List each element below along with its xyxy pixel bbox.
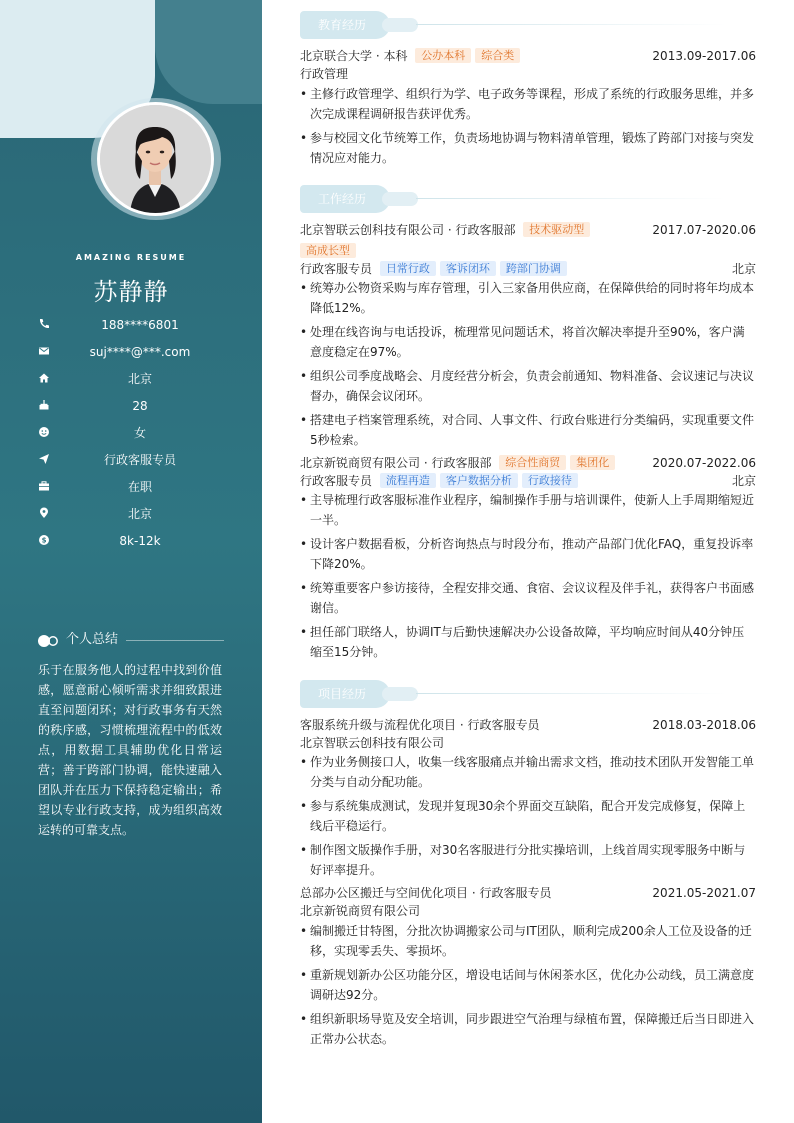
project-bullet: • 参与系统集成测试，发现并复现30余个界面交互缺陷，配合开发完成修复，保障上线后平稳运行。: [300, 799, 746, 833]
info-salary: 8k-12k: [119, 534, 161, 548]
info-row-email: [38, 343, 228, 361]
section-projects-header: [300, 680, 740, 708]
job-bullet: • 处理在线咨询与电话投诉，梳理常见问题话术，将首次解决率提升至90%，客户满意度稳定在97%。: [300, 325, 745, 359]
project-row: [300, 884, 756, 902]
summary-dots-icon: [38, 634, 60, 648]
summary-heading: [38, 630, 224, 650]
info-gender: 女: [133, 426, 146, 440]
info-status: 在职: [127, 480, 152, 494]
section-pill-tail: [382, 18, 418, 32]
sidebar-decoration-mid: [155, 0, 262, 104]
job-role-row: [300, 260, 756, 278]
role-tag: 流程再造: [380, 473, 436, 488]
job-role: 行政客服专员: [300, 262, 373, 276]
info-row-age: [38, 397, 228, 415]
info-phone: 188****6801: [101, 318, 179, 332]
sidebar: [0, 0, 262, 1123]
gender-icon: [38, 426, 50, 438]
project-bullet: • 重新规划新办公区功能分区，增设电话间与休闲茶水区，优化办公动线，员工满意度调研达92分。: [300, 968, 755, 1002]
location-pin-icon: [38, 507, 50, 519]
info-row-location: [38, 505, 228, 523]
briefcase-icon: [38, 480, 50, 492]
project-bullet: • 组织新职场导览及安全培训，同步跟进空气治理与绿植布置，保障搬迁后当日即进入正常办公状态。: [300, 1012, 755, 1046]
job-bullet: • 统筹办公物资采购与库存管理，引入三家备用供应商，在保障供给的同时将年均成本降低12%。: [300, 281, 755, 315]
summary-text: 乐于在服务他人的过程中找到价值感，愿意耐心倾听需求并细致跟进直至问题闭环；对行政事务有天然的秩序感，习惯梳理流程中的低效点，用数据工具辅助优化日常运营；善于跨部门协调，能快速融入团队并在压力下保持稳定输出；希望以专业行政支持，成为组织高效运转的可靠支点。: [38, 663, 222, 837]
project-bullet: • 作为业务侧接口人，收集一线客服痛点并输出需求文档，推动技术团队开发智能工单分类与自动分配功能。: [300, 755, 755, 789]
section-pill-tail: [382, 687, 418, 701]
section-work-header: [300, 185, 740, 213]
info-row-phone: [38, 316, 228, 334]
company-tag: 综合性商贸: [499, 455, 566, 470]
job-company: 北京智联云创科技有限公司 · 行政客服部: [300, 223, 516, 237]
job-role: 行政客服专员: [300, 474, 373, 488]
summary-title: 个人总结: [66, 632, 119, 647]
section-divider: [416, 198, 726, 199]
phone-icon: [38, 318, 50, 330]
job-company-row: [300, 454, 756, 472]
info-home: 北京: [127, 372, 152, 386]
education-major: 行政管理: [300, 67, 349, 81]
project-row: [300, 716, 756, 734]
home-icon: [38, 372, 50, 384]
job-bullet: • 组织公司季度战略会、月度经营分析会，负责会前通知、物料准备、会议速记与决议督办，确保会议闭环。: [300, 369, 755, 403]
job-company: 北京新锐商贸有限公司 · 行政客服部: [300, 456, 492, 470]
job-city: 北京: [731, 474, 756, 488]
info-location: 北京: [127, 507, 152, 521]
company-tag: 技术驱动型: [523, 222, 590, 237]
resume-banner: AMAZING RESUME: [75, 253, 187, 262]
candidate-name: 苏静静: [93, 278, 169, 306]
education-bullet: • 参与校园文化节统筹工作，负责场地协调与物料清单管理，锻炼了跨部门对接与突发情况应对能力。: [300, 131, 755, 165]
project-bullet: • 制作图文版操作手册，对30名客服进行分批实操培训，上线首周实现零服务中断与好评率提升。: [300, 843, 746, 877]
job-company-tag-row: [300, 242, 756, 260]
education-row: [300, 47, 756, 65]
company-tag: 集团化: [570, 455, 615, 470]
info-age: 28: [132, 399, 148, 413]
section-work-title: 工作经历: [318, 192, 367, 206]
role-tag: 行政接待: [522, 473, 578, 488]
project-bullet: • 编制搬迁甘特图，分批次协调搬家公司与IT团队，顺利完成200余人工位及设备的迁移，实现零丢失、零损坏。: [300, 924, 752, 958]
job-period: 2020.07-2022.06: [652, 456, 756, 470]
send-icon: [38, 453, 50, 465]
section-projects-title: 项目经历: [318, 687, 367, 701]
job-bullet: • 统筹重要客户参访接待，全程安排交通、食宿、会议议程及伴手礼，获得客户书面感谢信。: [300, 581, 755, 615]
portrait-icon: [100, 105, 211, 213]
project-org: 北京智联云创科技有限公司: [300, 736, 445, 750]
job-bullet: • 搭建电子档案管理系统，对合同、人事文件、行政台账进行分类编码，实现重要文件5秒检索。: [300, 413, 755, 447]
role-tag: 客户数据分析: [440, 473, 518, 488]
job-bullet: • 主导梳理行政客服标准作业程序，编制操作手册与培训课件，使新人上手周期缩短近一半。: [300, 493, 755, 527]
company-tag: 高成长型: [300, 243, 356, 258]
section-divider: [416, 24, 726, 25]
section-pill-tail: [382, 192, 418, 206]
role-tag: 日常行政: [380, 261, 436, 276]
summary-divider: [126, 640, 224, 641]
section-education-header: [300, 11, 740, 39]
project-name: 客服系统升级与流程优化项目 · 行政客服专员: [300, 718, 540, 732]
job-period: 2017.07-2020.06: [652, 223, 756, 237]
info-row-position: [38, 451, 228, 469]
job-role-row: [300, 472, 756, 490]
education-period: 2013.09-2017.06: [652, 49, 756, 63]
education-tag: 公办本科: [415, 48, 471, 63]
info-row-home: [38, 370, 228, 388]
job-bullet: • 担任部门联络人，协调IT与后勤快速解决办公设备故障，平均响应时间从40分钟压缩至15分钟。: [300, 625, 745, 659]
info-email: suj****@***.com: [89, 345, 191, 359]
mail-icon: [38, 345, 50, 357]
education-tag: 综合类: [475, 48, 520, 63]
section-education-title: 教育经历: [318, 18, 367, 32]
section-divider: [416, 693, 726, 694]
job-company-row: [300, 221, 756, 239]
info-row-status: [38, 478, 228, 496]
job-city: 北京: [731, 262, 756, 276]
project-period: 2021.05-2021.07: [652, 886, 756, 900]
education-bullet: • 主修行政管理学、组织行为学、电子政务等课程，形成了系统的行政服务思维，并多次完成课程调研报告获评优秀。: [300, 87, 755, 121]
project-name: 总部办公区搬迁与空间优化项目 · 行政客服专员: [300, 886, 552, 900]
education-school: 北京联合大学 · 本科: [300, 49, 408, 63]
role-tag: 客诉闭环: [440, 261, 496, 276]
role-tag: 跨部门协调: [500, 261, 567, 276]
info-row-gender: [38, 424, 228, 442]
job-bullet: • 设计客户数据看板，分析咨询热点与时段分布，推动产品部门优化FAQ，重复投诉率下降20%。: [300, 537, 754, 571]
project-period: 2018.03-2018.06: [652, 718, 756, 732]
money-icon: [38, 534, 50, 546]
svg-text:$: $: [41, 536, 47, 545]
avatar: [97, 102, 214, 216]
project-org: 北京新锐商贸有限公司: [300, 904, 421, 918]
info-row-salary: [38, 532, 228, 550]
cake-icon: [38, 399, 50, 411]
info-position: 行政客服专员: [103, 453, 176, 467]
